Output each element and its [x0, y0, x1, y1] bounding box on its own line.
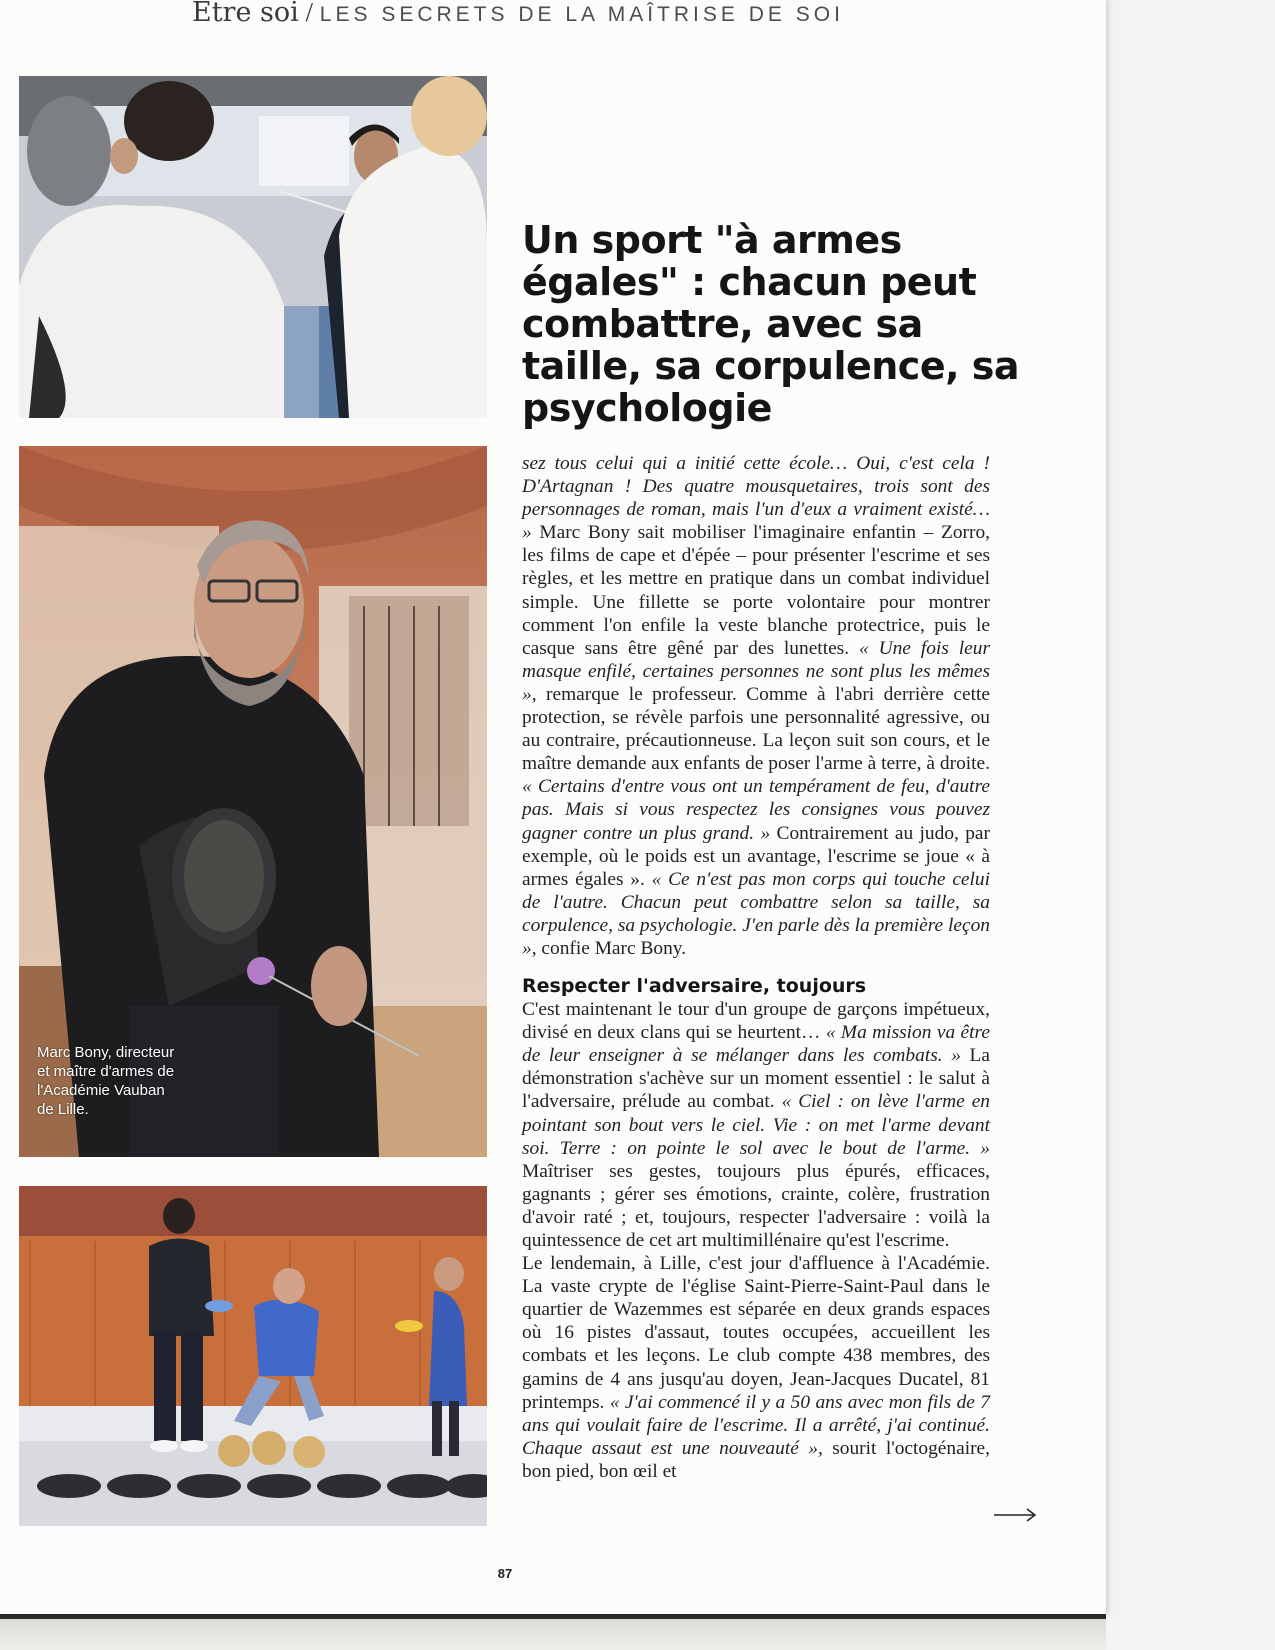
photo-fencing-class — [19, 76, 487, 418]
photo-caption: Marc Bony, directeur et maître d'armes de l'Académie Vauban de Lille. — [37, 1044, 175, 1118]
quote-segment: « Certains d'entre vous ont un tempérament de feu, d'autre pas. Mais si vous respectez les consignes vous pouvez gagner contre un plus grand. » — [522, 776, 990, 844]
rubric-title: Etre soi — [192, 0, 299, 28]
text-segment: sourit l'octogénaire, bon pied, bon œil et — [522, 1437, 990, 1482]
text-segment: remarque le professeur. Comme à l'abri derrière cette protection, se révèle parfois une personnalité agressive, ou au contraire, précautionneuse. La leçon suit son cours, et le maître demande aux enfants de poser l'arme à terre, à droite. — [522, 683, 990, 775]
paragraph-3 — [522, 1252, 990, 1483]
article-headline: Un sport "à armes égales" : chacun peut combattre, avec sa taille, sa corpulence, sa psychologie — [522, 218, 1020, 430]
page-header — [192, 0, 844, 31]
rubric-separator: / — [298, 0, 320, 27]
section-title: LES SECRETS DE LA MAÎTRISE DE SOI — [319, 3, 844, 26]
scan-edge — [0, 1614, 1106, 1650]
text-segment: C'est maintenant le tour d'un groupe de garçons impétueux, divisé en deux clans qui se heurtent… — [522, 999, 990, 1044]
page-number: 87 — [497, 1566, 513, 1581]
quote-segment: « Ciel : on lève l'arme en pointant son bout vers le ciel. Vie : on met l'arme devant soi. Terre : on pointe le sol avec le bout de l'arme. » — [522, 1091, 991, 1159]
text-segment: La démonstration s'achève sur un moment essentiel : le salut à l'adversaire, prélude au combat. — [522, 1045, 990, 1113]
text-segment: Marc Bony sait mobiliser l'imaginaire enfantin – Zorro, les films de cape et d'épée – pour présenter l'escrime et ses règles, et les mettre en pratique dans un combat individuel simple. Une fillette se porte volontaire pour montrer comment l'on enfile la veste blanche protectrice, puis le casque sans être gêné par des lunettes. — [522, 522, 990, 659]
arrow-right-icon — [994, 1508, 1038, 1522]
paragraph-1 — [522, 452, 990, 960]
text-segment: Le lendemain, à Lille, c'est jour d'affluence à l'Académie. La vaste crypte de l'église Saint-Pierre-Saint-Paul dans le quartier de Wazemmes est séparée en deux grands espaces où 16 pistes d'assaut, toutes occupées, accueillent les combats et les leçons. Le club compte 438 membres, des gamins de 4 ans jusqu'au doyen, Jean-Jacques Ducatel, 81 printemps. — [522, 1253, 990, 1413]
text-segment: confie Marc Bony. — [536, 937, 687, 959]
subheading: Respecter l'adversaire, toujours — [522, 975, 867, 998]
article-body — [522, 452, 990, 1483]
quote-segment: « J'ai commencé il y a 50 ans avec mon fils de 7 ans qui voulait faire de l'escrime. Il a arrêté, j'ai continué. Chaque assaut est une nouveauté », — [522, 1391, 991, 1459]
photo-children-lesson — [19, 1186, 487, 1526]
text-segment: Maîtriser ses gestes, toujours plus épurés, efficaces, gagnants ; gérer ses émotions, crainte, colère, frustration d'avoir raté ; et, toujours, respecter l'adversaire : voilà la quintessence de cet art multimillénaire qu'est l'escrime. — [522, 1160, 990, 1251]
quote-segment: sez tous celui qui a initié cette école… Oui, c'est cela ! D'Artagnan ! Des quatre mousquetaires, trois sont des personnages de roman, mais l'un d'eux a vraiment existé… » — [522, 453, 990, 544]
paragraph-2 — [522, 998, 990, 1252]
text-segment: Contrairement au judo, par exemple, où le poids est un avantage, l'escrime se joue « à armes égales ». — [522, 822, 990, 890]
quote-segment: « Ma mission va être de leur enseigner à se mélanger dans les combats. » — [522, 1022, 990, 1067]
quote-segment: « Ce n'est pas mon corps qui touche celui de l'autre. Chacun peut combattre selon sa taille, sa corpulence, sa psychologie. J'en parle dès la première leçon », — [522, 868, 990, 959]
quote-segment: « Une fois leur masque enfilé, certaines personnes ne sont plus les mêmes », — [522, 637, 991, 705]
